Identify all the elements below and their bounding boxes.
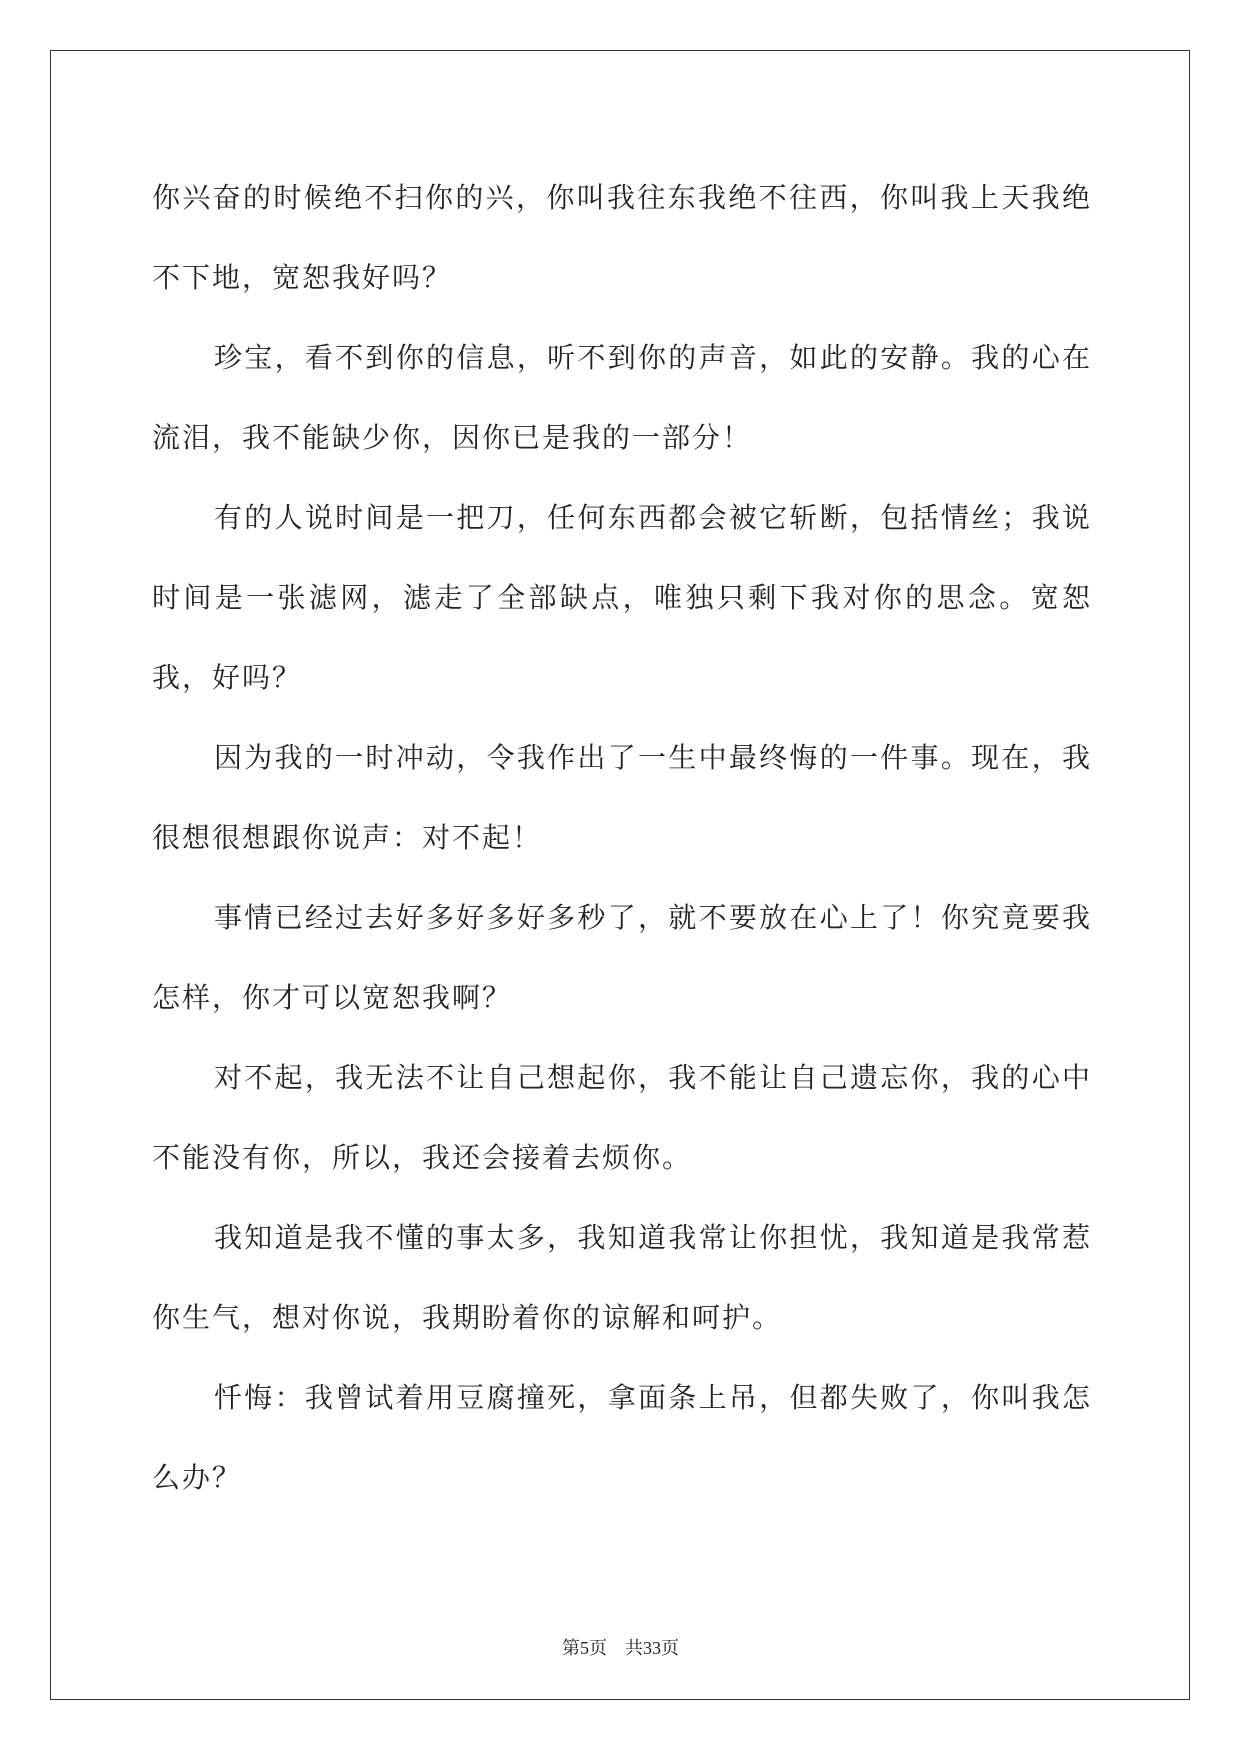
paragraph-2: 珍宝，看不到你的信息，听不到你的声音，如此的安静。我的心在流泪，我不能缺少你，因你已是我的一部分！ [152, 341, 1092, 454]
paragraph-5: 事情已经过去好多好多好多秒了，就不要放在心上了！你究竟要我怎样，你才可以宽恕我啊？ [152, 901, 1092, 1014]
page-number: 第5页 [562, 1638, 607, 1658]
document-body [152, 158, 1092, 1518]
paragraph-7: 我知道是我不懂的事太多，我知道我常让你担忧，我知道是我常惹你生气，想对你说，我期盼着你的谅解和呵护。 [152, 1221, 1092, 1334]
paragraph-3: 有的人说时间是一把刀，任何东西都会被它斩断，包括情丝；我说时间是一张滤网，滤走了全部缺点，唯独只剩下我对你的思念。宽恕我，好吗？ [152, 501, 1092, 694]
paragraph-4: 因为我的一时冲动，令我作出了一生中最终悔的一件事。现在，我很想很想跟你说声：对不起！ [152, 741, 1092, 854]
total-pages: 共33页 [625, 1638, 679, 1658]
page-footer [0, 1634, 1241, 1660]
footer-separator [607, 1638, 625, 1658]
paragraph-8: 忏悔：我曾试着用豆腐撞死，拿面条上吊，但都失败了，你叫我怎么办？ [152, 1381, 1092, 1494]
paragraph-6: 对不起，我无法不让自己想起你，我不能让自己遗忘你，我的心中不能没有你，所以，我还会接着去烦你。 [152, 1061, 1092, 1174]
paragraph-1: 你兴奋的时候绝不扫你的兴，你叫我往东我绝不往西，你叫我上天我绝不下地，宽恕我好吗？ [152, 181, 1092, 294]
